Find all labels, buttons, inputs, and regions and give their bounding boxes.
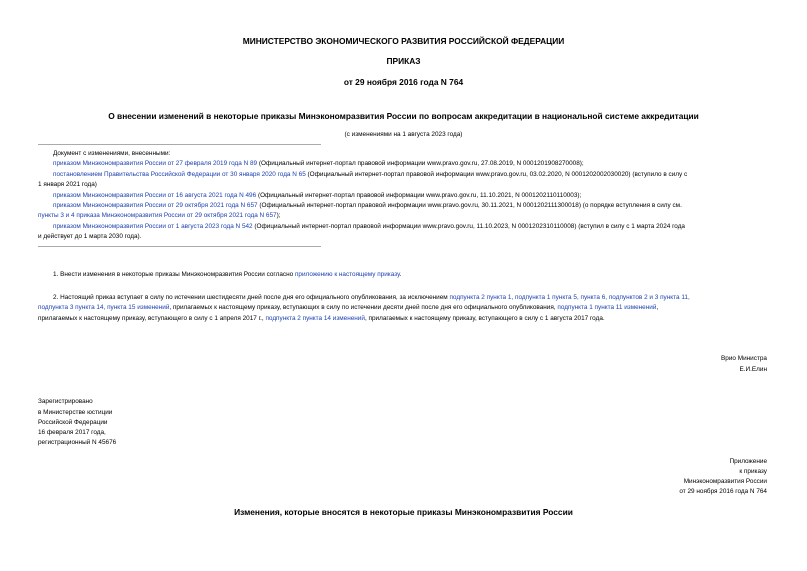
- amendment-item-cont: [38, 211, 281, 221]
- doc-date-number: от 29 ноября 2016 года N 764: [343, 77, 464, 87]
- amendment-details: (Официальный интернет-портал правовой информации www.pravo.gov.ru, 11.10.2021, N 0001202110110003);: [256, 192, 582, 199]
- amendment-link[interactable]: постановлением Правительства Российской Федерации от 30 января 2020 года N 65: [53, 171, 306, 178]
- appendix-line: Минэкономразвития России: [683, 478, 767, 485]
- ministry-heading: МИНИСТЕРСТВО ЭКОНОМИЧЕСКОГО РАЗВИТИЯ РОССИЙСКОЙ ФЕДЕРАЦИИ: [242, 36, 565, 46]
- appendix-line: к приказу: [739, 468, 767, 475]
- provisions-link[interactable]: подпункта 1 пункта 11 изменений: [557, 304, 657, 311]
- provisions-link[interactable]: подпункта 2 пункта 1, подпункта 1 пункта 5, пункта 6, подпунктов 2 и 3 пункта 11,: [449, 294, 690, 301]
- paragraph-text: .: [399, 271, 402, 278]
- paragraph-line: [53, 293, 690, 303]
- amendment-link[interactable]: приказом Минэкономразвития России от 27 февраля 2019 года N 89: [53, 160, 258, 167]
- amendment-link[interactable]: пункты 3 и 4 приказа Минэкономразвития России от 29 октября 2021 года N 657: [38, 212, 277, 219]
- paragraph-text: 1. Внести изменения в некоторые приказы Минэкономразвития России согласно: [53, 271, 295, 278]
- amendment-details: (Официальный интернет-портал правовой информации www.pravo.gov.ru, 30.11.2021, N 0001202111300018) (о порядке вступления в силу см.: [257, 202, 682, 209]
- appendix-title: Изменения, которые вносятся в некоторые приказы Минэкономразвития России: [234, 507, 573, 517]
- appendix-link[interactable]: приложению к настоящему приказу: [294, 271, 400, 278]
- provisions-link[interactable]: подпункта 3 пункта 14, пункта 15 изменений: [38, 304, 170, 311]
- paragraph-text: прилагаемых к настоящему приказу, вступающего в силу с 1 апреля 2017 г.,: [38, 315, 266, 322]
- amendment-link[interactable]: приказом Минэкономразвития России от 16 августа 2021 года N 496: [53, 192, 257, 199]
- amendment-item: [53, 201, 682, 211]
- amendment-details: (Официальный интернет-портал правовой информации www.pravo.gov.ru, 11.10.2023, N 0001202310110008) (вступил в силу с 1 марта 2024 года: [252, 223, 685, 230]
- appendix-line: от 29 ноября 2016 года N 764: [679, 488, 767, 495]
- amendment-item-cont: 1 января 2021 года): [38, 181, 97, 188]
- paragraph-text: 2. Настоящий приказ вступает в силу по истечении шестидесяти дней после дня его официального опубликования, за исключением: [53, 294, 450, 301]
- registration-line: Зарегистрировано: [38, 398, 93, 405]
- amendment-item-cont: и действует до 1 марта 2030 года).: [38, 233, 142, 240]
- signature-role: Врио Министра: [721, 355, 767, 362]
- amendment-item: [53, 170, 687, 180]
- paragraph-line: [38, 303, 658, 313]
- signature-name: Е.И.Елин: [739, 366, 767, 373]
- registration-line: 16 февраля 2017 года,: [38, 429, 106, 436]
- amendment-item: [53, 222, 685, 232]
- appendix-line: Приложение: [729, 458, 767, 465]
- amendment-details: (Официальный интернет-портал правовой информации www.pravo.gov.ru, 03.02.2020, N 0001202002030020) (вступило в силу с: [305, 171, 688, 178]
- amendments-bottom-divider: [38, 246, 321, 247]
- page-title: О внесении изменений в некоторые приказы Минэкономразвития России по вопросам аккредитации в национальной системе аккредитации: [108, 111, 699, 121]
- paragraph-line: [38, 314, 605, 324]
- registration-line: Российской Федерации: [38, 419, 108, 426]
- revision-note: (с изменениями на 1 августа 2023 года): [344, 131, 463, 138]
- paragraph-1: [53, 270, 401, 280]
- paragraph-text: ,: [656, 304, 659, 311]
- doc-type-heading: ПРИКАЗ: [386, 56, 421, 66]
- amendment-details: (Официальный интернет-портал правовой информации www.pravo.gov.ru, 27.08.2019, N 0001201908270008);: [257, 160, 584, 167]
- registration-line: в Министерстве юстиции: [38, 409, 113, 416]
- amendments-intro: Документ с изменениями, внесенными:: [53, 150, 171, 157]
- paragraph-text: , прилагаемых к настоящему приказу, вступающего в силу с 1 августа 2017 года.: [364, 315, 605, 322]
- amendments-top-divider: [38, 144, 321, 145]
- amendment-link[interactable]: приказом Минэкономразвития России от 29 октября 2021 года N 657: [53, 202, 258, 209]
- provisions-link[interactable]: подпункта 2 пункта 14 изменений: [265, 315, 365, 322]
- amendment-link[interactable]: приказом Минэкономразвития России от 1 августа 2023 года N 542: [53, 223, 253, 230]
- amendment-item: [53, 191, 581, 201]
- amendment-details: );: [276, 212, 281, 219]
- paragraph-text: , прилагаемых к настоящему приказу, вступающих в силу по истечении десяти дней после дня его официального опубликования,: [169, 304, 558, 311]
- registration-line: регистрационный N 45676: [38, 439, 117, 446]
- amendment-item: [53, 159, 584, 169]
